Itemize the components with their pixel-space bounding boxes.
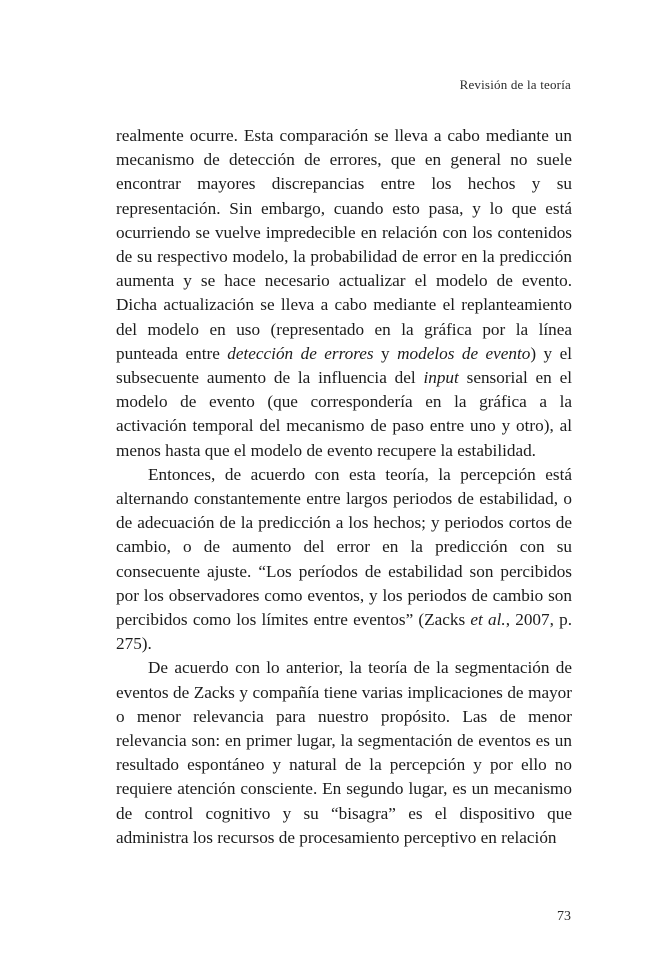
paragraph-1 (116, 124, 572, 463)
text-segment-italic: et al. (470, 610, 506, 630)
paragraph-3 (116, 656, 572, 850)
running-header: Revisión de la teoría (459, 77, 571, 92)
text-segment-italic: input (423, 368, 459, 388)
text-segment: sensorial en el modelo de evento (que correspondería en la gráfica a la activación temporal del mecanismo de paso entre uno y otro), al menos hasta que el modelo de evento recupere la estabilidad. (116, 368, 572, 460)
text-segment-italic: detección de errores (227, 343, 374, 363)
text-segment: y (373, 343, 398, 363)
text-segment: De acuerdo con lo anterior, la teoría de la segmentación de eventos de Zacks y compañía tiene varias implicaciones de mayor o menor relevancia para nuestro propósito. Las de menor relevancia son: en primer lugar, la segmentación de eventos es un resultado espontáneo y natural de la percepción y por ello no requiere atención consciente. En segundo lugar, es un mecanismo de control cognitivo y su “bisagra” es el dispositivo que administra los recursos de procesamiento perceptivo en relación (116, 658, 572, 847)
page-number: 73 (557, 909, 571, 924)
paragraph-2 (116, 463, 572, 657)
text-segment: ) y el subsecuente aumento de la influencia del (116, 343, 572, 388)
text-segment: realmente ocurre. Esta comparación se lleva a cabo mediante un mecanismo de detección de errores, que en general no suele encontrar mayores discrepancias entre los hechos y su representación. Sin embargo, cuando esto pasa, y lo que está ocurriendo se vuelve impredecible en relación con los contenidos de su respectivo modelo, la probabilidad de error en la predicción aumenta y se hace necesario actualizar el modelo de evento. Dicha actualización se lleva a cabo mediante el replanteamiento del modelo en uso (representado en la gráfica por la línea punteada entre (116, 126, 572, 363)
text-segment: , 2007, p. 275). (116, 610, 572, 654)
text-segment-italic: modelos de evento (397, 343, 531, 363)
body-text (116, 124, 572, 850)
text-segment: Entonces, de acuerdo con esta teoría, la percepción está alternando constantemente entre largos periodos de estabilidad, o de adecuación de la predicción a los hechos; y periodos cortos de cambio, o de aumento del error en la predicción con su consecuente ajuste. “Los períodos de estabilidad son percibidos por los observadores como eventos, y los periodos de cambio son percibidos como los límites entre eventos” (Zacks (116, 464, 572, 630)
